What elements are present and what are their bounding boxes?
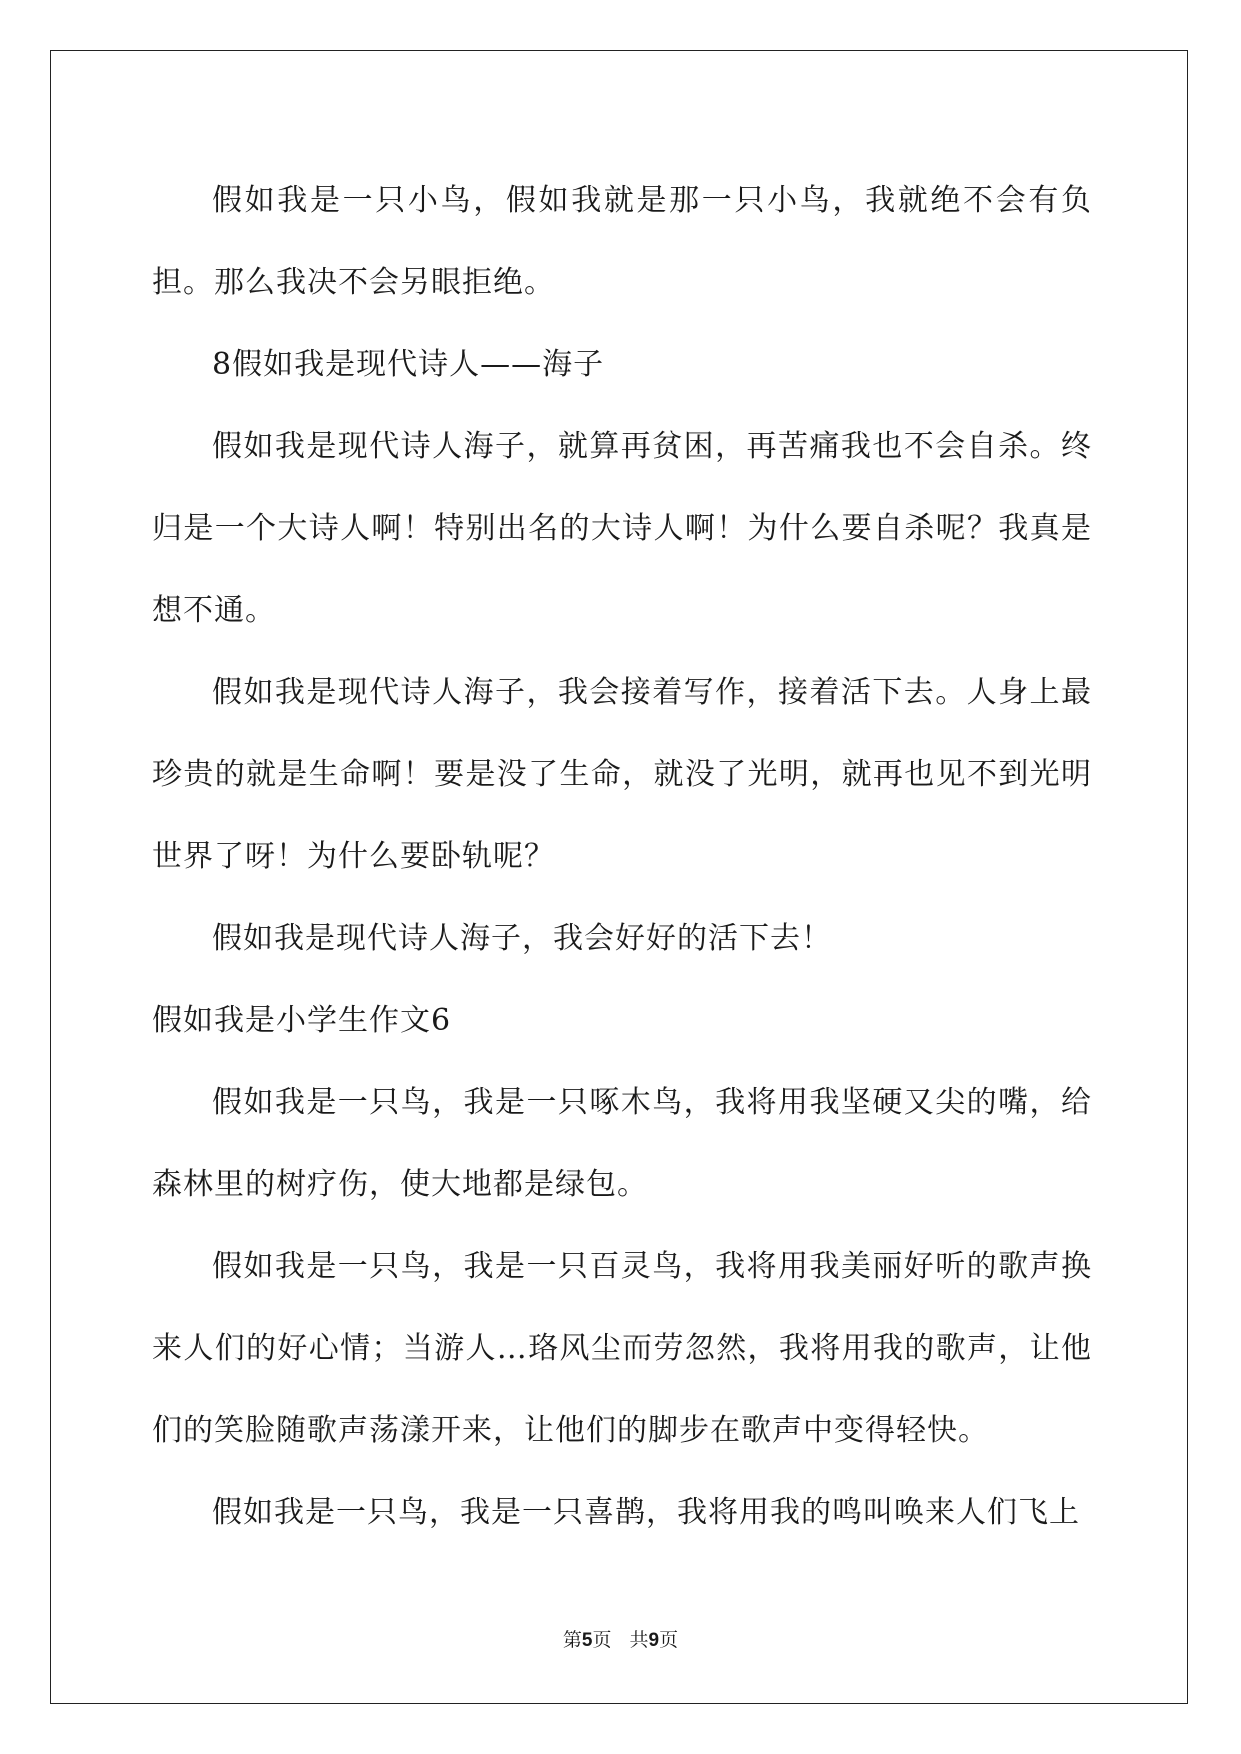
essay-title: 假如我是小学生作文6 (152, 1003, 452, 1038)
paragraph: 假如我是一只鸟，我是一只啄木鸟，我将用我坚硬又尖的嘴，给森林里的树疗伤，使大地都是绿包。 (152, 1085, 1092, 1202)
page-footer (0, 1625, 1241, 1652)
document-body (152, 160, 1092, 1554)
paragraph: 假如我是一只鸟，我是一只喜鹊，我将用我的鸣叫唤来人们飞上 (212, 1495, 1080, 1530)
page-total: 共9页 (629, 1629, 679, 1651)
paragraph: 假如我是现代诗人海子，就算再贫困，再苦痛我也不会自杀。终归是一个大诗人啊！特别出名的大诗人啊！为什么要自杀呢？我真是想不通。 (152, 429, 1092, 628)
page-number: 第5页 (562, 1629, 612, 1651)
paragraph: 假如我是一只小鸟，假如我就是那一只小鸟，我就绝不会有负担。那么我决不会另眼拒绝。 (152, 183, 1092, 300)
paragraph: 假如我是一只鸟，我是一只百灵鸟，我将用我美丽好听的歌声换来人们的好心情；当游人…珞风尘而劳忽然，我将用我的歌声，让他们的笑脸随歌声荡漾开来，让他们的脚步在歌声中变得轻快。 (152, 1249, 1092, 1448)
section-heading: 8假如我是现代诗人——海子 (212, 347, 605, 382)
paragraph: 假如我是现代诗人海子，我会好好的活下去！ (212, 921, 832, 956)
paragraph: 假如我是现代诗人海子，我会接着写作，接着活下去。人身上最珍贵的就是生命啊！要是没了生命，就没了光明，就再也见不到光明世界了呀！为什么要卧轨呢？ (152, 675, 1092, 874)
